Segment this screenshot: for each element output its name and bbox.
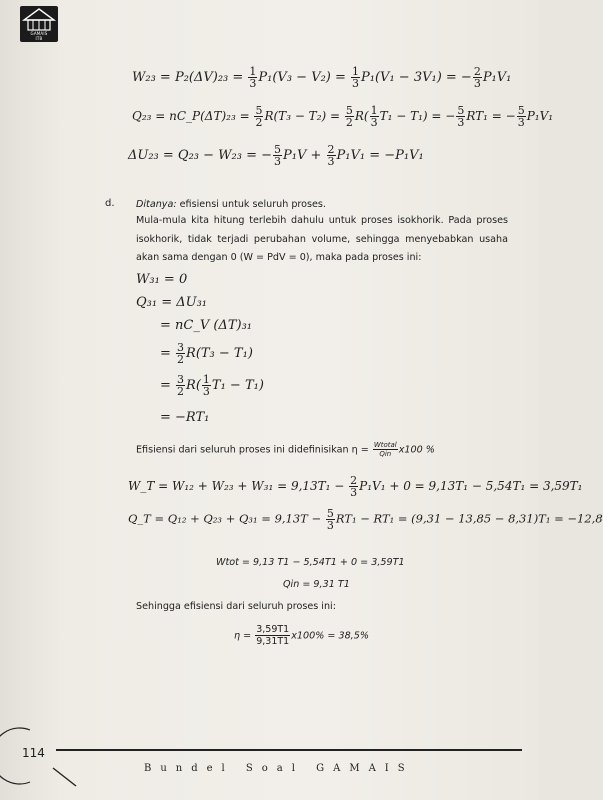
fraction <box>345 105 354 128</box>
equation-q-total <box>128 508 603 531</box>
book-title: Bundel Soal GAMAIS <box>144 763 414 774</box>
eq-part: Q₂₃ = nC_P(ΔT)₂₃ = <box>132 109 254 123</box>
numerator: 1 <box>249 65 257 78</box>
numerator: 3 <box>177 341 185 354</box>
eq-part: P₁(V₁ − 3V₁) = − <box>361 70 472 85</box>
numerator: 3 <box>177 373 185 386</box>
numerator: 5 <box>457 104 465 117</box>
eq-part: RT₁ − RT₁ = (9,31 − 13,85 − 8,31)T₁ = −12,8 <box>335 511 603 526</box>
fraction <box>248 66 257 89</box>
denominator: 3 <box>370 116 378 129</box>
denominator: 3 <box>473 77 481 90</box>
numerator: 2 <box>473 65 481 78</box>
equation-w-total <box>128 475 583 498</box>
denominator: 2 <box>345 116 353 129</box>
numerator: 5 <box>517 104 525 117</box>
equation-w23 <box>132 66 511 89</box>
footer-rule <box>56 749 522 751</box>
equation-q31: Q₃₁ = ΔU₃₁ <box>136 295 208 310</box>
eq-part: P₁V₁ <box>526 109 554 123</box>
fraction <box>327 144 336 167</box>
efficiency-definition <box>136 441 435 458</box>
numerator: 5 <box>326 507 334 520</box>
fraction <box>473 66 482 89</box>
question-line <box>136 199 326 210</box>
fraction <box>202 374 211 397</box>
fraction <box>456 105 465 128</box>
asked-label: Ditanya: <box>136 199 177 210</box>
eq-part: W₂₃ = P₂(ΔV)₂₃ = <box>132 70 248 85</box>
denominator: 3 <box>352 77 360 90</box>
eq-part: T₁ − T₁) <box>211 378 264 393</box>
eq-part: R(T₃ − T₂) = <box>264 109 344 123</box>
numerator: 1 <box>202 373 210 386</box>
eq-part: P₁(V₃ − V₂) = <box>258 70 351 85</box>
denominator: 3 <box>326 519 334 532</box>
denominator: 2 <box>177 385 185 398</box>
equation-isochoric-line3: = $\frac{3}{2}$ R( $\frac{1}{3}$ T₁ − T₁) <box>160 373 264 398</box>
eq-part: ΔU₂₃ = Q₂₃ − W₂₃ = − <box>128 148 272 163</box>
denominator: 3 <box>249 77 257 90</box>
numerator: 5 <box>274 143 281 156</box>
page-number: 114 <box>22 746 45 760</box>
definition-tail: x100 % <box>398 444 435 456</box>
equation-q23 <box>132 105 553 128</box>
eq-part: P₁V + <box>283 148 326 163</box>
section-marker: d. <box>105 198 115 209</box>
equation-du23 <box>128 144 424 167</box>
numerator: 5 <box>345 104 353 117</box>
gamais-logo <box>20 6 58 42</box>
explanation-paragraph: Mula-mula kita hitung terlebih dahulu untuk proses isokhorik. Pada proses isokhorik, tidak terjadi perubahan volume, sehingga menyebabkan usaha akan sama dengan 0 (W = PdV = 0), maka pada proses ini: <box>136 215 508 263</box>
definition-text: Efisiensi dari seluruh proses ini didefinisikan η = <box>136 444 372 456</box>
logo-text: GAMAIS <box>30 31 48 36</box>
fraction <box>176 342 185 365</box>
fraction <box>273 144 282 167</box>
wtot-line: Wtot = 9,13 T1 − 5,54T1 + 0 = 3,59T1 <box>216 557 405 568</box>
fraction <box>255 624 290 647</box>
numerator: 1 <box>352 65 360 78</box>
numerator: 2 <box>327 143 335 156</box>
eq-part: W_T = W₁₂ + W₂₃ + W₃₁ = 9,13T₁ − <box>128 479 349 493</box>
numerator: Wtotal <box>373 441 397 449</box>
fraction <box>254 105 263 128</box>
eq-part: R( <box>354 109 369 123</box>
denominator: 3 <box>327 155 335 168</box>
eta-symbol: η = <box>234 630 255 642</box>
eq-part: R(T₃ − T₁) <box>186 346 253 361</box>
fraction <box>326 508 335 531</box>
fraction <box>176 374 185 397</box>
denominator: 9,31T1 <box>256 636 290 647</box>
denominator: 3 <box>202 385 210 398</box>
numerator: 3,59T1 <box>256 624 290 635</box>
denominator: Qin <box>379 450 392 458</box>
fraction <box>370 105 379 128</box>
equation-w31: W₃₁ = 0 <box>136 272 188 287</box>
equation-isochoric-line2: = $\frac{3}{2}$ R(T₃ − T₁) <box>160 341 253 366</box>
fraction <box>517 105 526 128</box>
efficiency-result <box>234 624 369 647</box>
denominator: 3 <box>457 116 465 129</box>
denominator: 3 <box>517 116 525 129</box>
equation-isochoric-line4: = −RT₁ <box>160 410 210 425</box>
denominator: 2 <box>177 353 185 366</box>
fraction <box>349 475 358 498</box>
denominator: 3 <box>274 155 281 168</box>
logo-subtext: ITB <box>35 36 43 41</box>
conclusion-text: Sehingga efisiensi dari seluruh proses ini: <box>136 601 336 612</box>
eq-part: Q_T = Q₁₂ + Q₂₃ + Q₃₁ = 9,13T − <box>128 511 325 526</box>
eq-part: P₁V₁ + 0 = 9,13T₁ − 5,54T₁ = 3,59T₁ <box>359 479 583 493</box>
footer-ornament-icon <box>8 720 88 790</box>
qin-line: Qin = 9,31 T1 <box>283 579 350 590</box>
eta-result: x100% = 38,5% <box>291 630 369 642</box>
eq-part: T₁ − T₁) = − <box>379 109 456 123</box>
eq-part: P₁V₁ = −P₁V₁ <box>336 148 424 163</box>
numerator: 5 <box>255 104 263 117</box>
fraction <box>351 66 360 89</box>
eq-part: P₁V₁ <box>482 70 512 85</box>
denominator: 2 <box>255 116 263 129</box>
asked-text: efisiensi untuk seluruh proses. <box>176 199 326 210</box>
fraction <box>373 441 398 458</box>
equation-isochoric-line1: = nC_V (ΔT)₃₁ <box>160 318 252 333</box>
numerator: 2 <box>350 474 358 487</box>
eq-part: RT₁ = − <box>466 109 516 123</box>
denominator: 3 <box>350 486 358 499</box>
eq-part: R( <box>186 378 201 393</box>
numerator: 1 <box>370 104 378 117</box>
